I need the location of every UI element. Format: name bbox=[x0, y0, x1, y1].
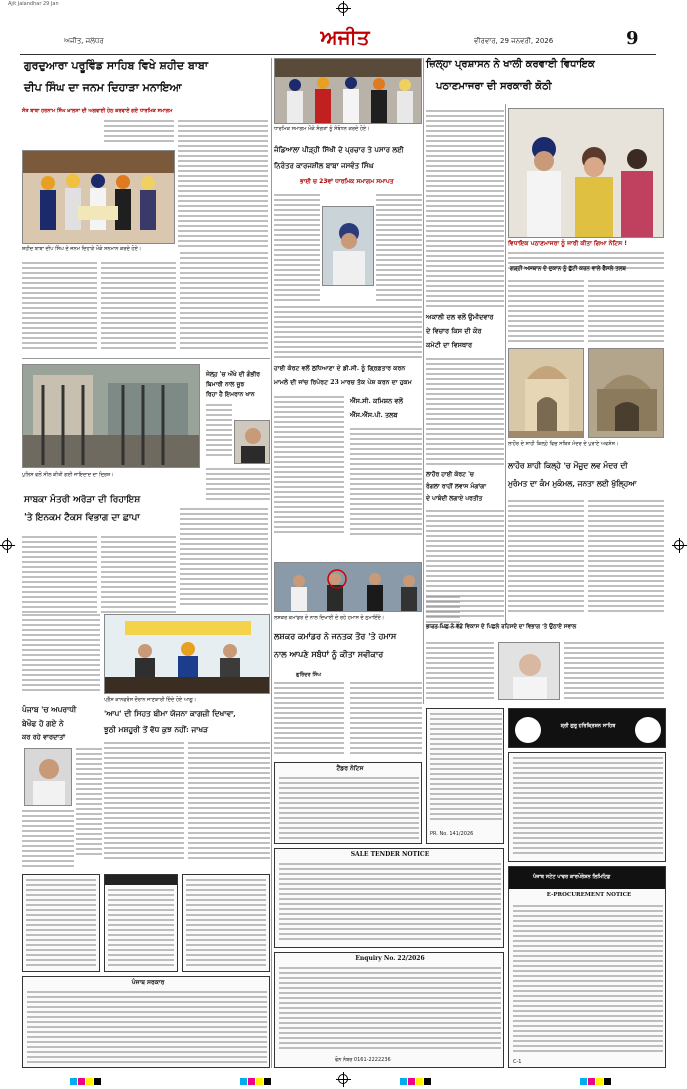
bharat-photo bbox=[498, 642, 560, 700]
sale-tender-ad bbox=[274, 848, 504, 948]
ex-minister-photo-caption: ਪੁਲਿਸ ਵਲੋਂ ਸੀਲ ਕੀਤੀ ਗਈ ਜਾਇਦਾਦ ਦਾ ਦ੍ਰਿਸ਼। bbox=[22, 472, 114, 478]
jail-headline-2: ਬਿਮਾਰੀ ਨਾਲ ਜੂਝ bbox=[206, 381, 245, 388]
gurdwara-headline-2: ਦੀਪ ਸਿੰਘ ਦਾ ਜਨਮ ਦਿਹਾੜਾ ਮਨਾਇਆ bbox=[24, 81, 182, 94]
fort-headline-2: ਮੁਰੰਮਤ ਦਾ ਕੰਮ ਮੁਕੰਮਲ, ਜਨਤਾ ਲਈ ਖੁੱਲ੍ਹਿਆ bbox=[508, 479, 637, 488]
lashkar-headline-2: ਨਾਲ ਆਪਣੇ ਸਬੰਧਾਂ ਨੂੰ ਕੀਤਾ ਸਵੀਕਾਰ bbox=[274, 649, 384, 659]
aap-text-2 bbox=[188, 742, 270, 864]
center-top-headline-2: ਨਿਰੰਤਰ ਕਾਰਜਸ਼ੀਲ ਬਾਬਾ ਜਸਵੰਤ ਸਿੰਘ bbox=[274, 161, 374, 170]
divider-1 bbox=[22, 358, 270, 359]
header-left: ਅਜੀਤ, ਜਲੰਧਰ bbox=[64, 37, 104, 45]
pspcl-ad-title: ਪੰਜਾਬ ਸਟੇਟ ਪਾਵਰ ਕਾਰਪੋਰੇਸ਼ਨ ਲਿਮਿਟਿਡ bbox=[533, 874, 611, 880]
center-top-caption: ਧਾਰਮਿਕ ਸਮਾਗਮ ਮੌਕੇ ਸੰਗਤਾਂ ਨੂੰ ਸੰਬੋਧਨ ਕਰਦੇ ਹੋਏ। bbox=[274, 126, 370, 132]
bottom-left-ad-title: ਪੰਜਾਬ ਸਰਕਾਰ bbox=[131, 979, 165, 986]
lashkar-headline-1: ਲਸ਼ਕਰ ਕਮਾਂਡਰ ਨੇ ਜਨਤਕ ਤੌਰ 'ਤੇ ਹਮਾਸ bbox=[274, 631, 397, 641]
high-court-headline-1: ਲਾਹੌਰ ਹਾਈ ਕੋਰਟ 'ਚ bbox=[426, 471, 474, 478]
aap-headline-2: ਝੂਠੀ ਮਸ਼ਹੂਰੀ ਤੋਂ ਵੱਧ ਕੁਝ ਨਹੀਂ: ਜਾਖੜ bbox=[104, 725, 209, 734]
imran-text bbox=[206, 468, 270, 502]
haveli-photo bbox=[508, 108, 664, 238]
lashkar-photo bbox=[274, 562, 422, 612]
fort-photo-1-image bbox=[509, 349, 584, 438]
sc-headline-1: ਐੱਸ.ਸੀ. ਕਮਿਸ਼ਨ ਵਲੋਂ bbox=[350, 397, 403, 405]
haveli-headline-1: ਜ਼ਿਲ੍ਹਾ ਪ੍ਰਸ਼ਾਸਨ ਨੇ ਖਾਲੀ ਕਰਵਾਈ ਵਿਧਾਇਕ bbox=[426, 59, 595, 70]
dc-headline-2: ਮਾਮਲੇ ਦੀ ਜਾਂਚ ਰਿਪੋਰਟ 23 ਮਾਰਚ ਤੱਕ ਪੇਸ਼ ਕਰਨ ਦਾ ਹੁਕਮ bbox=[274, 379, 412, 386]
aap-photo-image bbox=[105, 615, 270, 694]
shop-text-2 bbox=[588, 280, 664, 346]
black-box-ad-text: ਸ਼੍ਰੀ ਗੁਰੂ ਹਰਿਕ੍ਰਿਸ਼ਨ ਸਾਹਿਬ bbox=[560, 723, 616, 729]
haveli-text-1 bbox=[426, 110, 504, 310]
black-box-ad bbox=[508, 708, 666, 748]
akali-headline-3: ਕਮੇਟੀ ਦਾ ਵਿਸਥਾਰ bbox=[426, 341, 473, 349]
enquiry-title: Enquiry No. 22/2026 bbox=[355, 955, 425, 962]
high-court-text bbox=[426, 510, 504, 620]
shop-headline: ਗੜ੍ਹੀ ਅਸਥਾਨ ਦੇ ਦੁਕਾਨ ਨੂੰ ਛੁੱਟੀ ਕਰਨ ਵਾਲੇ ਫੈਸਲੇ ਤਲਬ bbox=[510, 266, 626, 272]
akali-headline-2: ਦੇ ਵਿਚਾਰ ਕਿਸ ਦੀ ਕੋਰ bbox=[426, 327, 482, 335]
jakhar-photo-image bbox=[25, 749, 72, 806]
punjab-headline-2: ਬੇਖੌਫ ਹੋ ਗਏ ਨੇ bbox=[22, 719, 64, 728]
fort-text-2 bbox=[588, 500, 664, 618]
bharat-text-1 bbox=[426, 642, 494, 702]
jail-headline-1: ਜੇਲ੍ਹ 'ਚ ਔਖੇ ਦੀ ਗੰਭੀਰ bbox=[206, 371, 261, 378]
shop-text-1 bbox=[508, 280, 584, 346]
bottom-left-ad-2 bbox=[104, 874, 178, 972]
header-rule bbox=[20, 54, 656, 55]
fort-photo-2 bbox=[588, 348, 664, 438]
akali-text bbox=[426, 358, 504, 468]
center-top-text-2 bbox=[376, 194, 422, 304]
column-rule-2 bbox=[423, 58, 424, 704]
tender-ad-title: ਟੈਂਡਰ ਨੋਟਿਸ bbox=[336, 765, 364, 772]
color-bar-center-left bbox=[240, 1078, 271, 1085]
lashkar-text-1 bbox=[274, 682, 344, 760]
jakhar-photo bbox=[24, 748, 72, 806]
jakhar-text-2 bbox=[22, 810, 74, 870]
page-number: 9 bbox=[626, 28, 639, 49]
ex-minister-text-2 bbox=[101, 536, 176, 614]
gurdwara-text-col2 bbox=[178, 120, 268, 250]
print-slug: Ajit Jalandhar 29 Jan bbox=[8, 1, 59, 7]
gurdwara-photo bbox=[22, 150, 175, 244]
fort-photo-2-image bbox=[589, 349, 664, 438]
dc-headline-1: ਹਾਈ ਕੋਰਟ ਵਲੋਂ ਲੁਧਿਆਣਾ ਦੇ ਡੀ.ਸੀ. ਨੂੰ ਗ੍ਰਿਫ਼ਤਾਰ ਕਰਨ bbox=[274, 365, 406, 372]
jail-photo-image bbox=[23, 365, 200, 468]
lashkar-byline: ਗੁਰਿੰਦਰ ਸਿੰਘ bbox=[296, 672, 322, 678]
center-portrait-photo bbox=[322, 206, 374, 286]
lashkar-text-2 bbox=[350, 682, 422, 760]
punjab-headline-1: ਪੰਜਾਬ 'ਚ ਅਪਰਾਧੀ bbox=[22, 705, 77, 714]
aap-photo bbox=[104, 614, 270, 694]
gurdwara-photo-caption: ਸ਼ਹੀਦ ਬਾਬਾ ਦੀਪ ਸਿੰਘ ਦੇ ਜਨਮ ਦਿਹਾੜੇ ਮੌਕੇ ਸਨਮਾਨ ਕਰਦੇ ਹੋਏ। bbox=[22, 246, 142, 252]
bharat-text-2 bbox=[564, 642, 664, 702]
pspcl-ad bbox=[508, 866, 666, 1068]
sc-headline-2: ਐੱਸ.ਐੱਸ.ਪੀ. ਤਲਬ bbox=[350, 411, 398, 419]
haveli-photo-image bbox=[509, 109, 664, 238]
enquiry-ad bbox=[274, 952, 504, 1068]
center-portrait-image bbox=[323, 207, 374, 286]
bottom-left-ad-1 bbox=[22, 874, 100, 972]
fort-photo-caption: ਲਾਹੌਰ ਦੇ ਸ਼ਾਹੀ ਕਿਲ੍ਹੇ ਵਿਚ ਸਥਿਤ ਮੰਦਰ ਦੇ ਪੁਰਾਣੇ ਅਵਸ਼ੇਸ਼। bbox=[508, 441, 619, 447]
lashkar-photo-image bbox=[275, 563, 422, 612]
column-rule-3 bbox=[505, 104, 506, 624]
sc-text bbox=[350, 428, 422, 538]
fort-headline-1: ਲਾਹੌਰ ਸ਼ਾਹੀ ਕਿਲ੍ਹੇ 'ਚ ਮੌਜੂਦ ਲਵ ਮੰਦਰ ਦੀ bbox=[508, 461, 628, 470]
haveli-photo-caption: ਵਿਧਾਇਕ ਪਠਾਣਮਾਜਰਾ ਨੂੰ ਜਾਰੀ ਕੀਤਾ ਗਿਆ ਨੋਟਿਸ ! bbox=[508, 240, 627, 247]
jail-text bbox=[206, 404, 232, 460]
dc-text-1 bbox=[274, 396, 344, 538]
aap-headline-1: 'ਆਪ' ਦੀ ਸਿਹਤ ਬੀਮਾ ਯੋਜਨਾ ਕਾਗਜ਼ੀ ਦਿਖਾਵਾ, bbox=[104, 709, 236, 718]
high-court-headline-3: ਦੇ ਪਾਬੰਦੀ ਲਗਾਏ ਪਰਤੀਤ bbox=[426, 495, 483, 502]
registration-mark-right bbox=[674, 540, 684, 550]
center-top-photo bbox=[274, 58, 422, 124]
ex-minister-headline-1: ਸਾਬਕਾ ਮੰਤਰੀ ਅਰੋੜਾ ਦੀ ਰਿਹਾਇਸ਼ bbox=[24, 495, 141, 505]
center-top-text-3 bbox=[274, 306, 422, 362]
gurdwara-photo-image bbox=[23, 151, 175, 244]
bottom-center-phone: ਫੋਨ ਨੰਬਰ 0161-2222236 bbox=[335, 1057, 391, 1063]
header-date: ਵੀਰਵਾਰ, 29 ਜਨਵਰੀ, 2026 bbox=[474, 37, 554, 45]
ex-minister-text-3 bbox=[180, 508, 268, 608]
bharat-photo-image bbox=[499, 643, 560, 700]
registration-mark-top bbox=[338, 3, 348, 13]
imran-photo-image bbox=[235, 421, 270, 464]
color-bar-left bbox=[70, 1078, 101, 1085]
gurdwara-text-col4 bbox=[101, 262, 176, 354]
akali-headline-1: ਅਕਾਲੀ ਦਲ ਵਲੋਂ ਉਮੀਦਵਾਰ bbox=[426, 313, 494, 321]
gurdwara-text-col5 bbox=[180, 252, 268, 354]
column-rule-1 bbox=[271, 58, 272, 1068]
right-notice-ad bbox=[508, 752, 666, 862]
tender-ad bbox=[274, 762, 422, 844]
punjab-headline-3: ਕਰ ਰਹੇ ਵਾਰਦਾਤਾਂ bbox=[22, 733, 66, 741]
bharat-headline: ਭਾਰਤ ਪਿਛ ਨੇ ਵੱਡੇ ਵਿਕਾਸ ਦੇ ਪਿਛਲੇ ਰਹਿਸਦੇ ਦਾ ਵਿਭਾਗ 'ਤੇ ਉਠਾਏ ਸਵਾਲ bbox=[426, 624, 577, 630]
jail-headline-3: ਰਿਹਾ ਹੈ ਇਮਰਾਨ ਖਾਨ bbox=[206, 391, 255, 398]
center-top-text-1 bbox=[274, 194, 320, 304]
ex-minister-headline-2: 'ਤੇ ਇਨਕਮ ਟੈਕਸ ਵਿਭਾਗ ਦਾ ਛਾਪਾ bbox=[24, 513, 140, 523]
fort-text-1 bbox=[508, 500, 584, 618]
center-top-headline-1: ਜੰਡਿਆਲਾ ਪੀੜ੍ਹੀ ਸਿੱਖੀ ਦੇ ਪ੍ਰਚਾਰ ਤੇ ਪਸਾਰ ਲਈ bbox=[274, 145, 404, 154]
aap-text-1 bbox=[104, 742, 184, 864]
center-top-photo-image bbox=[275, 59, 422, 124]
pr-ad bbox=[426, 708, 504, 844]
gurdwara-text-col1 bbox=[104, 120, 174, 146]
gurdwara-headline-1: ਗੁਰਦੁਆਰਾ ਪਰੂਵਿੰਡ ਸਾਹਿਬ ਵਿਖੇ ਸ਼ਹੀਦ ਬਾਬਾ bbox=[24, 59, 209, 72]
color-bar-center-right bbox=[400, 1078, 431, 1085]
high-court-headline-2: ਰੰਗਲਾ ਰਾਹੀਂ ਲਵਾਸ ਮੰਗਾਂਗਾ bbox=[426, 483, 487, 490]
jakhar-text-1 bbox=[76, 748, 102, 858]
aap-photo-caption: ਪ੍ਰੈੱਸ ਕਾਨਫਰੰਸ ਦੌਰਾਨ ਜਾਣਕਾਰੀ ਦਿੰਦੇ ਹੋਏ ਆਗੂ। bbox=[104, 697, 197, 703]
fort-photo-1 bbox=[508, 348, 584, 438]
center-top-subhead: ਭਾਈ ਚ 23ਵਾਂ ਧਾਰਮਿਕ ਸਮਾਗਮ ਸਮਾਪਤ bbox=[300, 178, 394, 185]
aap-left-text bbox=[22, 614, 100, 694]
sale-tender-title: SALE TENDER NOTICE bbox=[350, 851, 430, 858]
masthead: ਅਜੀਤ bbox=[320, 25, 370, 49]
jail-photo bbox=[22, 364, 200, 468]
color-bar-right bbox=[580, 1078, 611, 1085]
ex-minister-text-1 bbox=[22, 536, 97, 614]
registration-mark-bottom bbox=[338, 1074, 348, 1084]
haveli-headline-2: ਪਠਾਣਮਾਜਰਾ ਦੀ ਸਰਕਾਰੀ ਕੋਠੀ bbox=[436, 81, 552, 92]
bottom-ad-punjab bbox=[22, 976, 270, 1068]
footer-code: C-1 bbox=[513, 1059, 522, 1065]
gurdwara-text-col3 bbox=[22, 262, 97, 354]
registration-mark-left bbox=[2, 540, 12, 550]
gurdwara-subhead: ਸੰਤ ਬਾਬਾ ਹਰਨਾਮ ਸਿੰਘ ਖ਼ਾਲਸਾ ਦੀ ਅਗਵਾਈ ਹੇਠ ਕਰਵਾਏ ਗਏ ਧਾਰਮਿਕ ਸਮਾਗਮ bbox=[22, 108, 173, 114]
pr-ad-number: PR. No. 141/2026 bbox=[430, 831, 474, 837]
imran-photo bbox=[234, 420, 270, 464]
bottom-left-ad-3 bbox=[182, 874, 270, 972]
eprocurement-title: E-PROCUREMENT NOTICE bbox=[546, 892, 632, 898]
lashkar-photo-caption: ਲਸ਼ਕਰ ਕਮਾਂਡਰ ਦੇ ਨਾਲ ਦਿਖਾਈ ਦੇ ਰਹੇ ਹਮਾਸ ਦੇ ਨੁਮਾਇੰਦੇ। bbox=[274, 615, 385, 621]
